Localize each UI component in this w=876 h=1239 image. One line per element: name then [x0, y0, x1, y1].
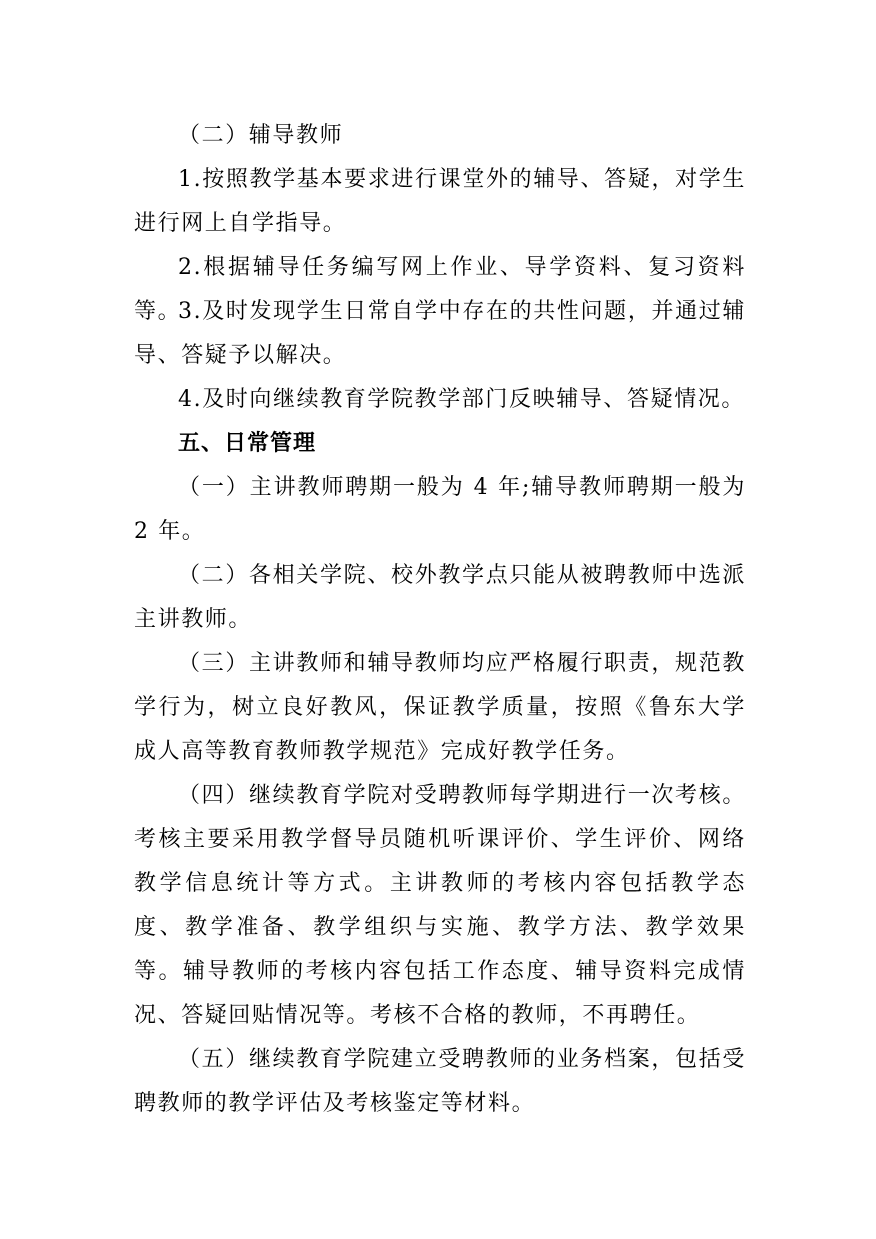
- paragraph-management-4: （四）继续教育学院对受聘教师每学期进行一次考核。考核主要采用教学督导员随机听课评价、学生评价、网络教学信息统计等方式。主讲教师的考核内容包括教学态度、教学准备、教学组织与实施、教学方法、教学效果等。辅导教师的考核内容包括工作态度、辅导资料完成情况、答疑回贴情况等。考核不合格的教师，不再聘任。: [134, 783, 746, 1028]
- paragraph-tutor-item-1: 1.按照教学基本要求进行课堂外的辅导、答疑，对学生进行网上自学指导。: [134, 167, 746, 236]
- subsection-heading-tutor: （二）辅导教师: [178, 123, 344, 148]
- paragraph-management-3: （三）主讲教师和辅导教师均应严格履行职责，规范教学行为，树立良好教风，保证教学质量，按照《鲁东大学成人高等教育教师教学规范》完成好教学任务。: [134, 651, 746, 764]
- paragraph-management-1: （一）主讲教师聘期一般为 4 年;辅导教师聘期一般为 2 年。: [134, 475, 746, 544]
- paragraph-tutor-item-3: 3.及时发现学生日常自学中存在的共性问题，并通过辅导、答疑予以解决。: [134, 299, 746, 368]
- paragraph-management-5: （五）继续教育学院建立受聘教师的业务档案，包括受聘教师的教学评估及考核鉴定等材料。: [134, 1047, 746, 1116]
- paragraph-management-2: （二）各相关学院、校外教学点只能从被聘教师中选派主讲教师。: [134, 563, 746, 632]
- paragraph-tutor-item-2: 2.根据辅导任务编写网上作业、导学资料、复习资料等。: [134, 255, 746, 324]
- paragraph-tutor-item-4: 4.及时向继续教育学院教学部门反映辅导、答疑情况。: [178, 387, 745, 412]
- section-heading-daily-management: 五、日常管理: [178, 431, 317, 456]
